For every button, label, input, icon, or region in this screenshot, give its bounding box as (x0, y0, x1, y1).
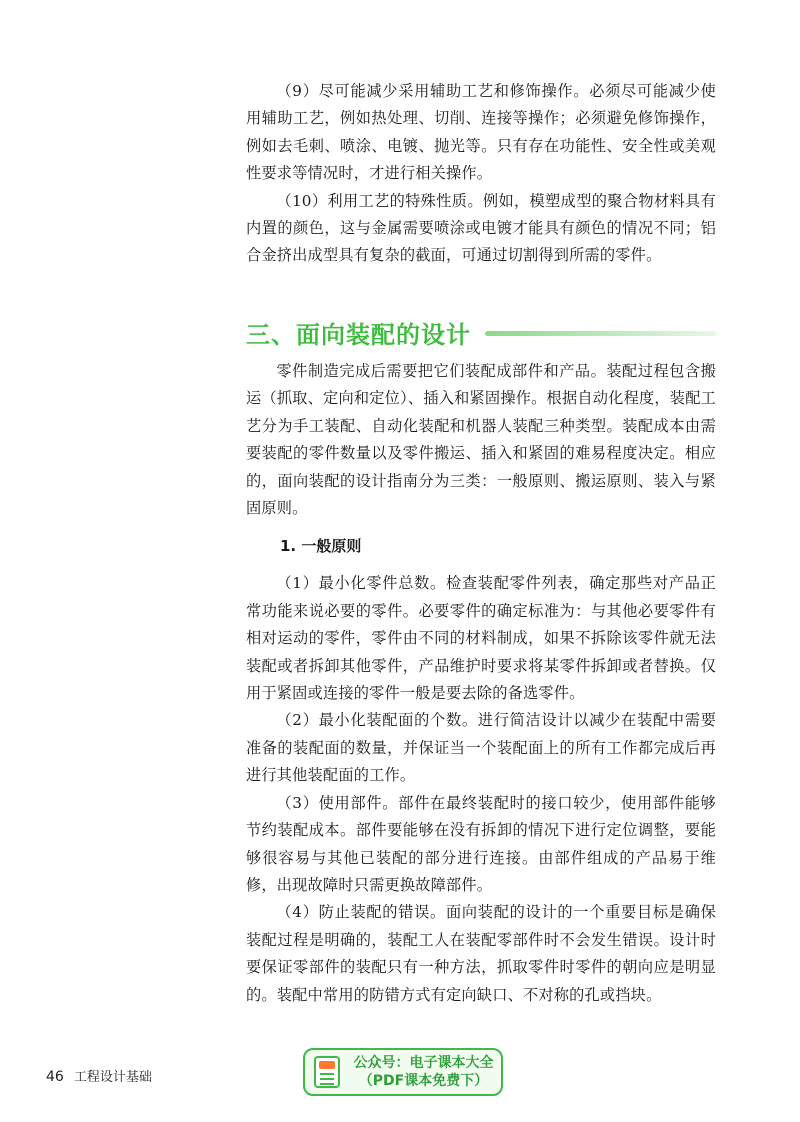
book-icon (314, 1056, 340, 1088)
heading-rule (485, 331, 716, 336)
section-body (246, 358, 716, 1009)
principle-1: （1）最小化零件总数。检查装配零件列表，确定那些对产品正常功能来说必要的零件。必要零件的确定标准为：与其他必要零件有相对运动的零件，零件由不同的材料制成，如果不拆除该零件就无法装配或者拆卸其他零件，产品维护时要求将某零件拆卸或者替换。仅用于紧固或连接的零件一般是要去除的备选零件。 (246, 574, 716, 703)
subheading-general-principles: 1. 一般原则 (280, 537, 362, 556)
page-footer (46, 1066, 152, 1085)
paragraph-10: （10）利用工艺的特殊性质。例如，模塑成型的聚合物材料具有内置的颜色，这与金属需要喷涂或电镀才能具有颜色的情况不同；铝合金挤出成型具有复杂的截面，可通过切割得到所需的零件。 (246, 191, 716, 265)
principle-3: （3）使用部件。部件在最终装配时的接口较少，使用部件能够节约装配成本。部件要能够在没有拆卸的情况下进行定位调整，要能够很容易与其他已装配的部分进行连接。由部件组成的产品易于维修，出现故障时只需更换故障部件。 (246, 793, 716, 894)
principle-2: （2）最小化装配面的个数。进行简洁设计以减少在装配中需要准备的装配面的数量，并保证当一个装配面上的所有工作都完成后再进行其他装配面的工作。 (246, 711, 716, 785)
book-title: 工程设计基础 (73, 1070, 152, 1085)
watermark-badge (303, 1048, 503, 1096)
principle-4: （4）防止装配的错误。面向装配的设计的一个重要目标是确保装配过程是明确的，装配工人在装配零部件时不会发生错误。设计时要保证零部件的装配只有一种方法，抓取零件时零件的朝向应是明显的。装配中常用的防错方式有定向缺口、不对称的孔或挡块。 (246, 903, 716, 1004)
badge-line-2: （PDF课本免费下） (358, 1073, 489, 1089)
section-intro: 零件制造完成后需要把它们装配成部件和产品。装配过程包含搬运（抓取、定向和定位）、插入和紧固操作。根据自动化程度，装配工艺分为手工装配、自动化装配和机器人装配三种类型。装配成本由需要装配的零件数量以及零件搬运、插入和紧固的难易程度决定。相应的，面向装配的设计指南分为三类：一般原则、搬运原则、装入与紧固原则。 (246, 362, 716, 518)
badge-line-1: 公众号：电子课本大全 (353, 1055, 494, 1071)
page-number: 46 (46, 1069, 64, 1085)
section-heading (246, 312, 716, 352)
badge-text (346, 1054, 501, 1090)
section-title: 三、面向装配的设计 (246, 320, 471, 349)
paragraph-9: （9）尽可能减少采用辅助工艺和修饰操作。必须尽可能减少使用辅助工艺，例如热处理、切削、连接等操作；必须避免修饰操作，例如去毛刺、喷涂、电镀、抛光等。只有存在功能性、安全性或美观性要求等情况时，才进行相关操作。 (246, 82, 716, 183)
top-text-block (246, 78, 716, 270)
